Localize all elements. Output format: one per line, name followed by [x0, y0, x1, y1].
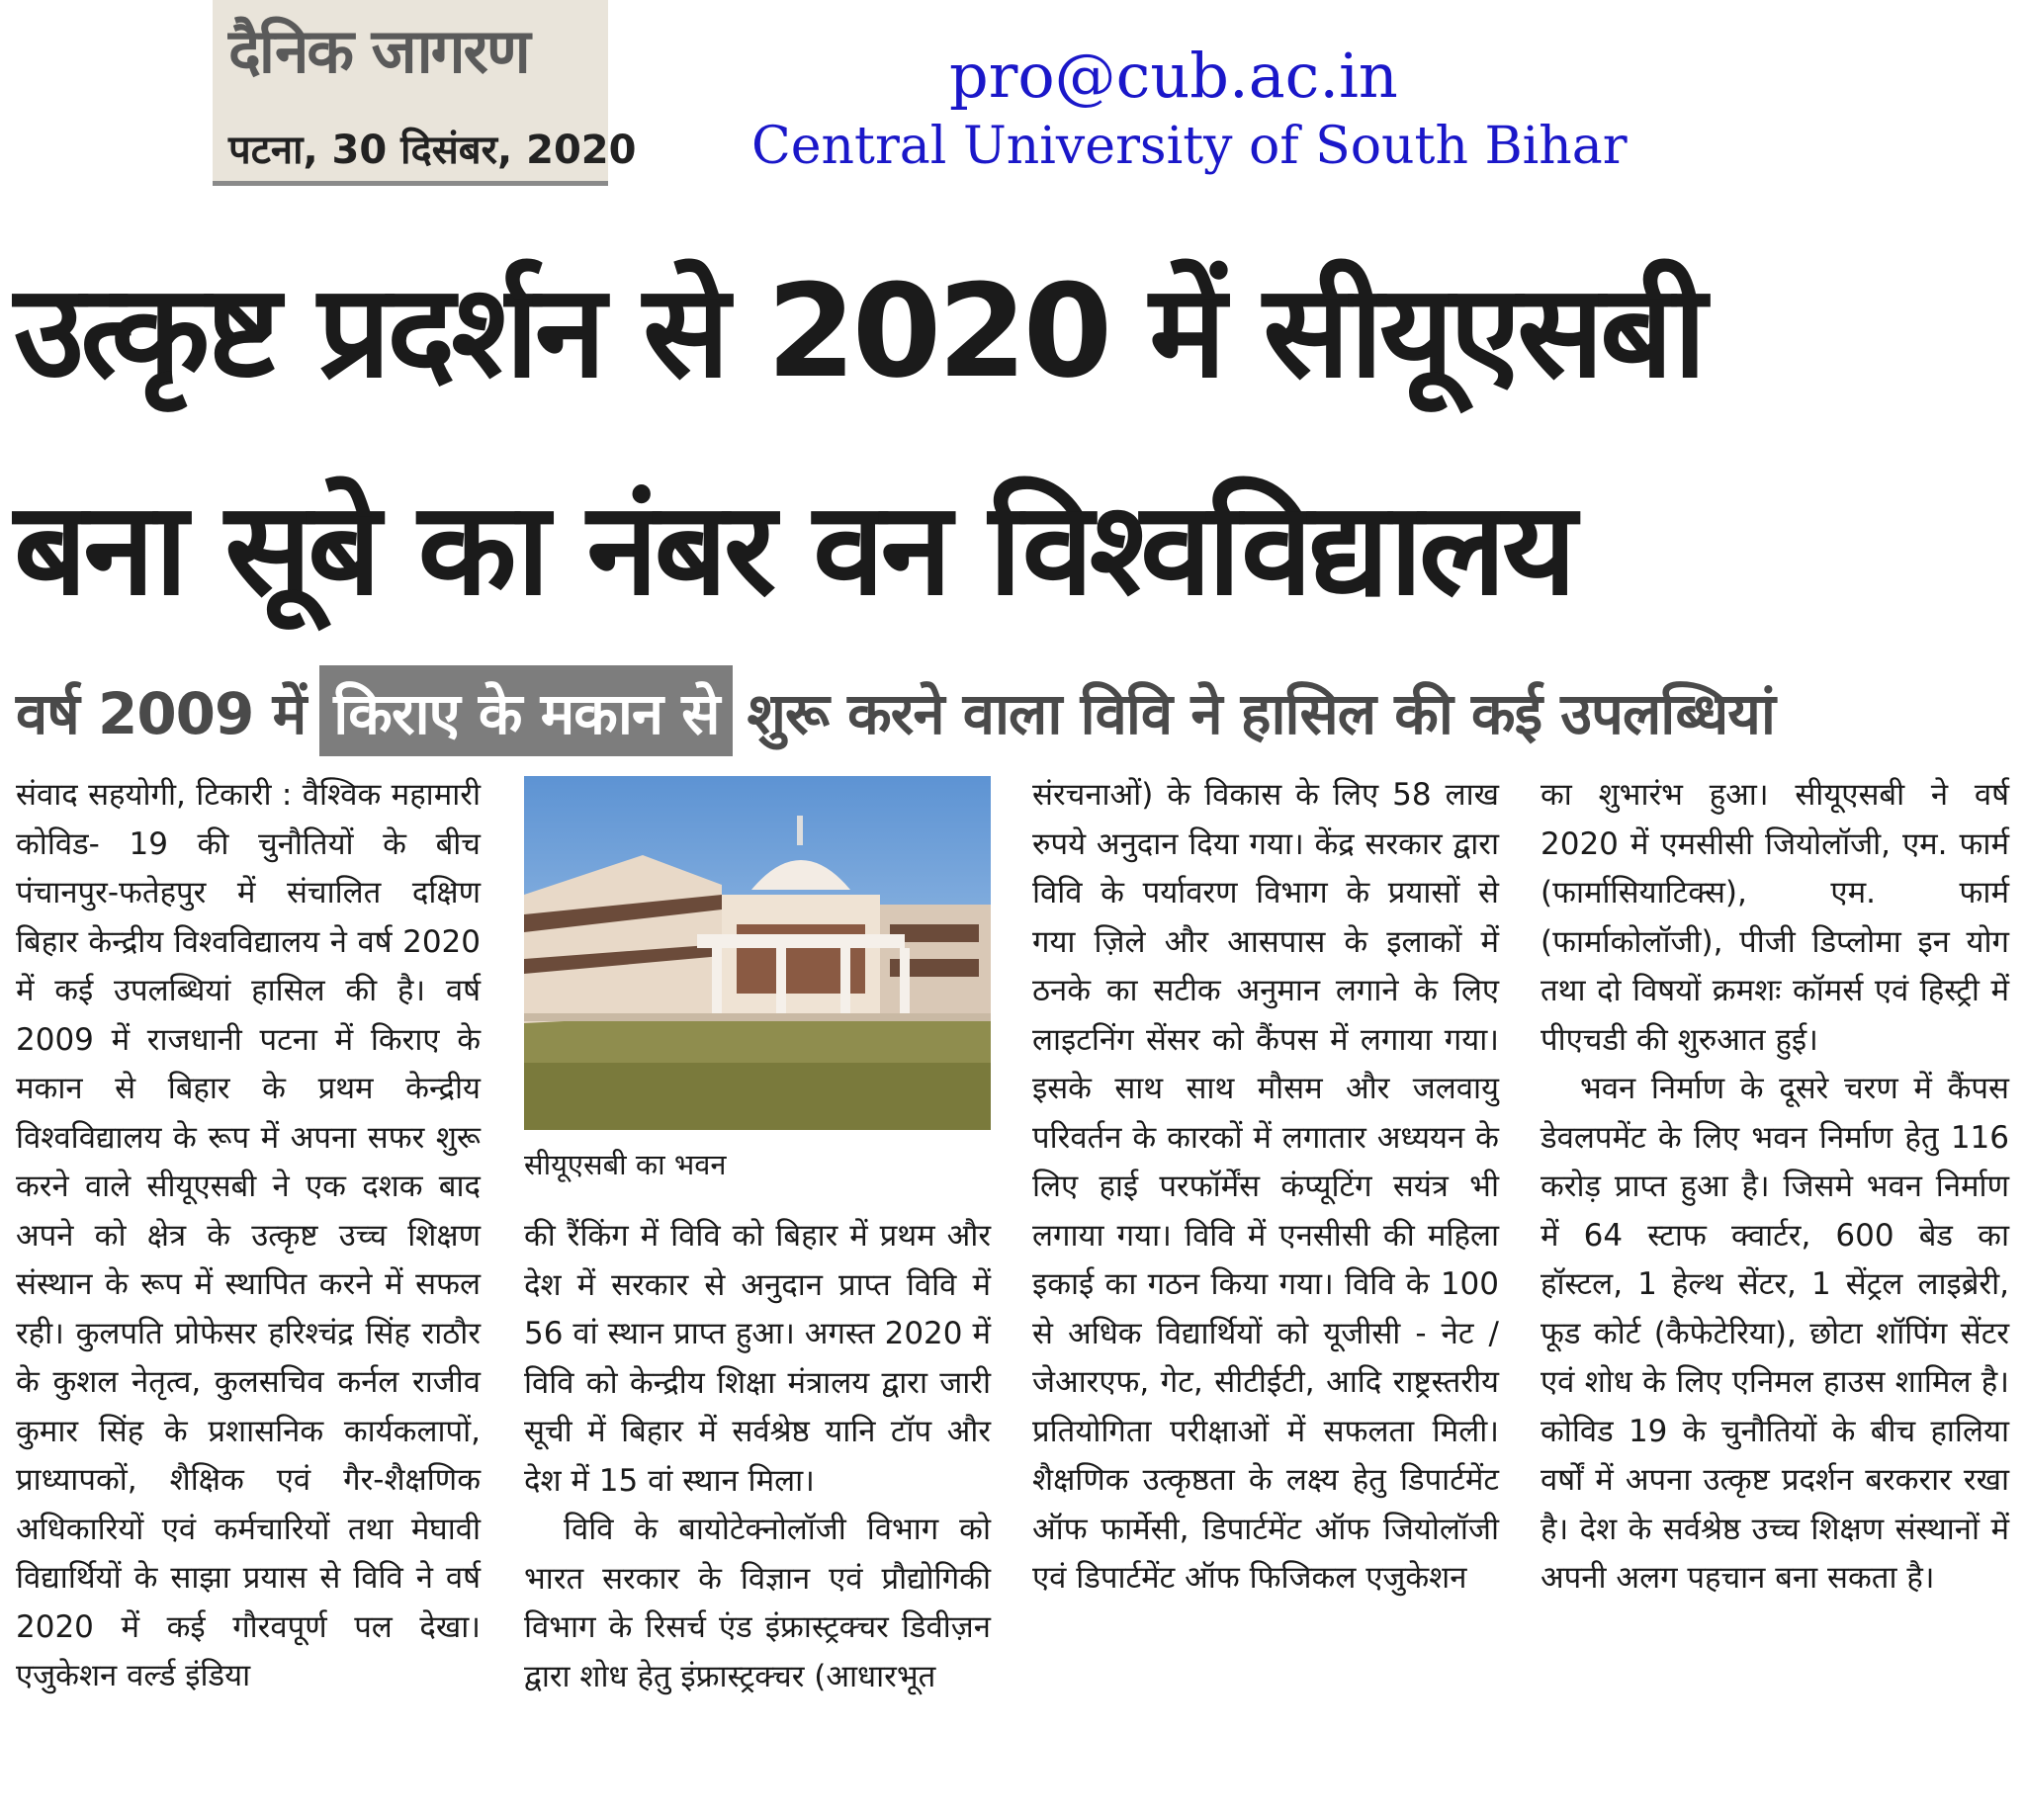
contact-email: pro@cub.ac.in — [949, 40, 1398, 112]
article-column-2 — [524, 1212, 991, 1701]
article-paragraph: का शुभारंभ हुआ। सीयूएसबी ने वर्ष 2020 में एमसीसी जियोलॉजी, एम. फार्म (फार्मासियाटिक्स), एम. फार्म (फार्माकोलॉजी), पीजी डिप्लोमा इन योग तथा दो विषयों क्रमशः कॉमर्स एवं हिस्ट्री में पीएचडी की शुरुआत हुई। — [1541, 777, 2009, 1058]
article-paragraph: संरचनाओं) के विकास के लिए 58 लाख रुपये अनुदान दिया गया। केंद्र सरकार द्वारा विवि के पर्यावरण विभाग के प्रयासों से गया ज़िले और आसपास के इलाकों में ठनके का सटीक अनुमान लगाने के लिए लाइटनिंग सेंसर को कैंपस में लगाया गया। इसके साथ साथ मौसम और जलवायु परिवर्तन के कारकों में लगातार अध्ययन के लिए हाई परफॉर्मेंस कंप्यूटिंग सयंत्र भी लगाया गया। विवि में एनसीसी की महिला इकाई का गठन किया गया। विवि के 100 से अधिक विद्यार्थियों को यूजीसी - नेट / जेआरएफ, गेट, सीटीईटी, आदि राष्ट्रस्तरीय प्रतियोगिता परीक्षाओं में सफलता मिली। शैक्षणिक उत्कृष्ठता के लक्ष्य हेतु डिपार्टमेंट ऑफ फार्मेसी, डिपार्टमेंट ऑफ जियोलॉजी एवं डिपार्टमेंट ऑफ फिजिकल एजुकेशन — [1032, 777, 1499, 1596]
headline-line-2: बना सूबे का नंबर वन विश्वविद्यालय — [14, 474, 1573, 624]
university-name: Central University of South Bihar — [751, 117, 1628, 176]
university-building-image — [524, 776, 991, 1130]
subhead-after: शुरू करने वाला विवि ने हासिल की कई उपलब्धियां — [747, 679, 1775, 747]
subhead-highlight: किराए के मकान से — [319, 665, 733, 756]
article-column-1 — [16, 771, 481, 1701]
subhead-before: वर्ष 2009 में — [16, 679, 307, 747]
newspaper-masthead — [213, 0, 637, 186]
article-paragraph: विवि के बायोटेक्नोलॉजी विभाग को भारत सरकार के विज्ञान एवं प्रौद्योगिकी विभाग के रिसर्च एंड इंफ्रास्ट्रक्चर डिवीज़न द्वारा शोध हेतु इंफ्रास्ट्रक्चर (आधारभूत — [524, 1512, 991, 1694]
building-photo — [524, 776, 991, 1130]
photo-caption: सीयूएसबी का भवन — [524, 1148, 727, 1181]
article-column-3 — [1032, 771, 1499, 1603]
newspaper-name: दैनिक जागरण — [228, 15, 529, 87]
article-paragraph: संवाद सहयोगी, टिकारी : वैश्विक महामारी कोविड- 19 की चुनौतियों के बीच पंचानपुर-फतेहपुर में संचालित दक्षिण बिहार केन्द्रीय विश्वविद्यालय ने वर्ष 2020 में कई उपलब्धियां हासिल की है। वर्ष 2009 में राजधानी पटना में किराए के मकान से बिहार के प्रथम केन्द्रीय विश्वविद्यालय के रूप में अपना सफर शुरू करने वाले सीयूएसबी ने एक दशक बाद अपने को क्षेत्र के उत्कृष्ट उच्च शिक्षण संस्थान के रूप में स्थापित करने में सफल रही। कुलपति प्रोफेसर हरिश्चंद्र सिंह राठौर के कुशल नेतृत्व, कुलसचिव कर्नल राजीव कुमार सिंह के प्रशासनिक कार्यकलापों, प्राध्यापकों, शैक्षिक एवं गैर-शैक्षणिक अधिकारियों एवं कर्मचारियों तथा मेघावी विद्यार्थियों के साझा प्रयास से विवि ने वर्ष 2020 में कई गौरवपूर्ण पल देखा। एजुकेशन वर्ल्ड इंडिया — [16, 777, 481, 1693]
article-column-4 — [1541, 771, 2009, 1603]
headline-line-1: उत्कृष्ट प्रदर्शन से 2020 में सीयूएसबी — [14, 256, 1704, 406]
article-paragraph: भवन निर्माण के दूसरे चरण में कैंपस डेवलपमेंट के लिए भवन निर्माण हेतु 116 करोड़ प्राप्त हुआ है। जिसमे भवन निर्माण में 64 स्टाफ क्वार्टर, 600 बेड का हॉस्टल, 1 हेल्थ सेंटर, 1 सेंट्रल लाइब्रेरी, फूड कोर्ट (कैफेटेरिया), छोटा शॉपिंग सेंटर एवं शोध के लिए एनिमल हाउस शामिल है। कोविड 19 के चुनौतियों के बीच हालिया वर्षों में अपना उत्कृष्ट प्रदर्शन बरकरार रखा है। देश के सर्वश्रेष्ठ उच्च शिक्षण संस्थानों में अपनी अलग पहचान बना सकता है। — [1541, 1071, 2009, 1596]
article-paragraph: की रैंकिंग में विवि को बिहार में प्रथम और देश में सरकार से अनुदान प्राप्त विवि में 56 वां स्थान प्राप्त हुआ। अगस्त 2020 में विवि को केन्द्रीय शिक्षा मंत्रालय द्वारा जारी सूची में बिहार में सर्वश्रेष्ठ यानि टॉप और देश में 15 वां स्थान मिला। — [524, 1218, 991, 1499]
subheadline — [16, 665, 1775, 756]
dateline: पटना, 30 दिसंबर, 2020 — [228, 128, 637, 173]
